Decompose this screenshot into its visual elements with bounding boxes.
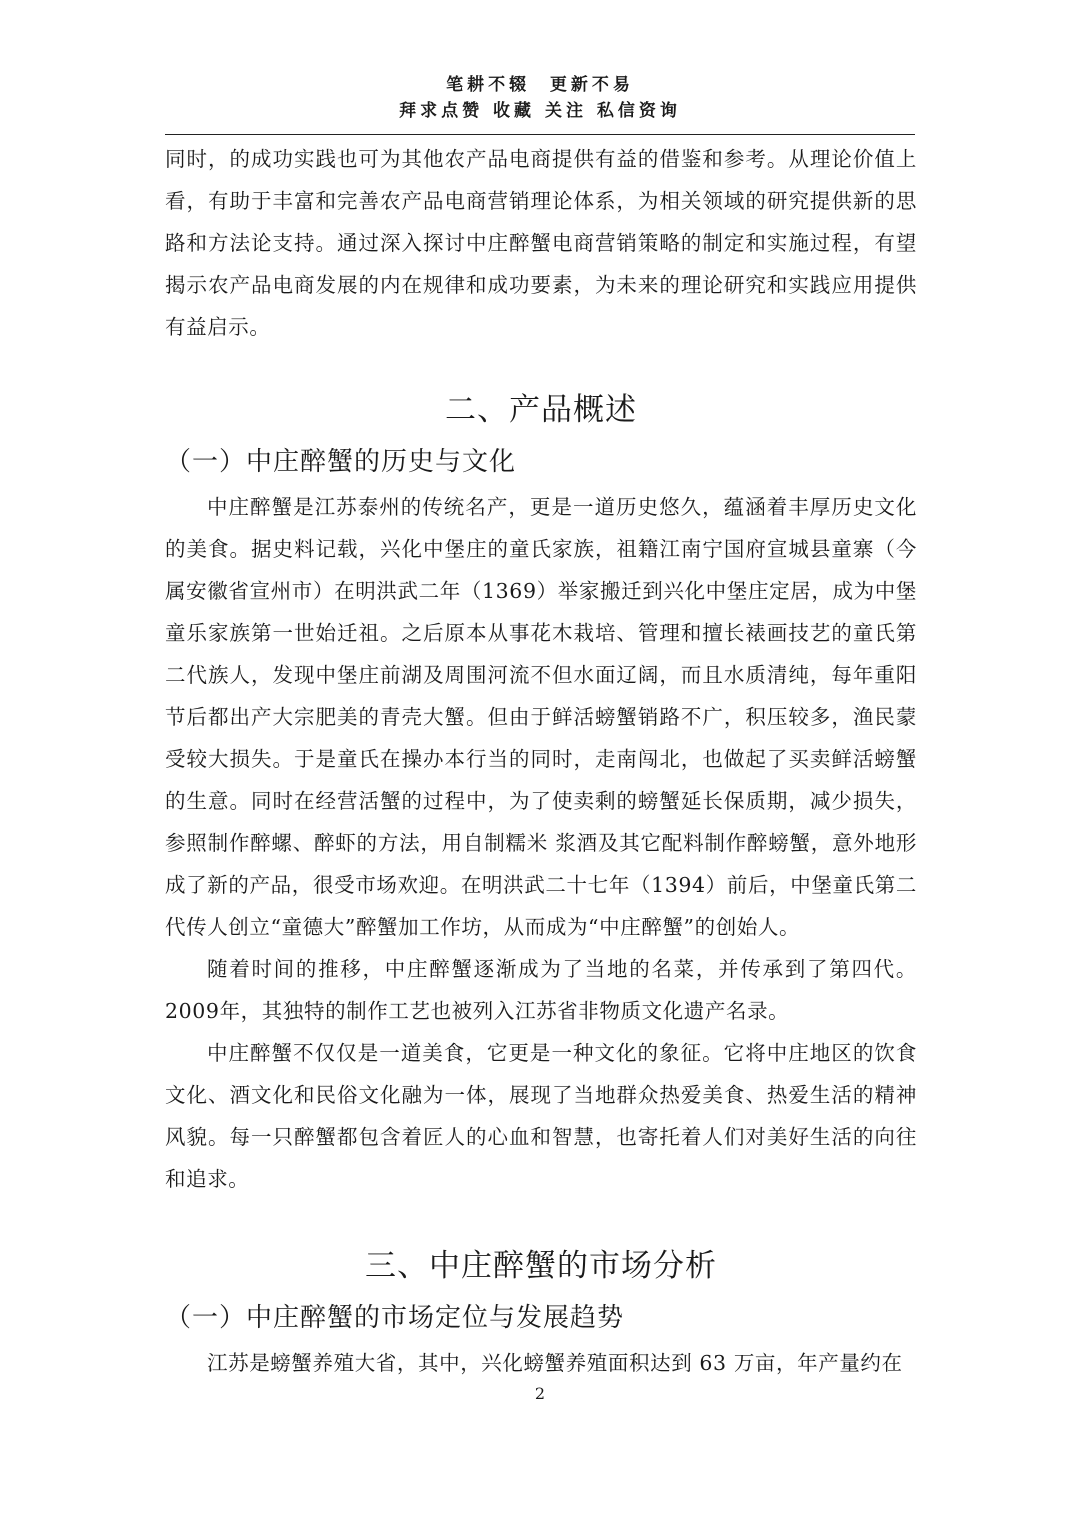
page-header [165, 72, 915, 124]
document-body [165, 138, 917, 1384]
section-2-1-paragraph-1: 中庄醉蟹是江苏泰州的传统名产，更是一道历史悠久，蕴涵着丰厚历史文化的美食。据史料记载，兴化中堡庄的童氏家族，祖籍江南宁国府宣城县童寨（今属安徽省宣州市）在明洪武二年（1369）举家搬迁到兴化中堡庄定居，成为中堡童乐家族第一世始迁祖。之后原本从事花木栽培、管理和擅长裱画技艺的童氏第二代族人，发现中堡庄前湖及周围河流不但水面辽阔，而且水质清纯，每年重阳节后都出产大宗肥美的青壳大蟹。但由于鲜活螃蟹销路不广，积压较多，渔民蒙受较大损失。于是童氏在操办本行当的同时，走南闯北，也做起了买卖鲜活螃蟹的生意。同时在经营活蟹的过程中，为了使卖剩的螃蟹延长保质期，减少损失，参照制作醉螺、醉虾的方法，用自制糯米 浆酒及其它配料制作醉螃蟹，意外地形成了新的产品，很受市场欢迎。在明洪武二十七年（1394）前后，中堡童氏第二代传人创立“童德大”醉蟹加工作坊，从而成为“中庄醉蟹”的创始人。 [165, 495, 917, 939]
header-divider [165, 134, 915, 135]
section-2-1-paragraph-2: 随着时间的推移，中庄醉蟹逐渐成为了当地的名菜，并传承到了第四代。2009年，其独特的制作工艺也被列入江苏省非物质文化遗产名录。 [165, 957, 917, 1023]
section-2-1-paragraph-3: 中庄醉蟹不仅仅是一道美食，它更是一种文化的象征。它将中庄地区的饮食文化、酒文化和民俗文化融为一体，展现了当地群众热爱美食、热爱生活的精神风貌。每一只醉蟹都包含着匠人的心血和智慧，也寄托着人们对美好生活的向往和追求。 [165, 1041, 917, 1191]
section-3-title: 三、中庄醉蟹的市场分析 [365, 1248, 717, 1284]
page-number: 2 [534, 1384, 546, 1403]
header-slogan-line2: 拜求点赞 收藏 关注 私信资询 [399, 101, 681, 121]
section-3-1-paragraph-1: 江苏是螃蟹养殖大省，其中，兴化螃蟹养殖面积达到 63 万亩，年产量约在 [207, 1351, 903, 1375]
section-2-1-title: （一）中庄醉蟹的历史与文化 [165, 447, 517, 477]
header-slogan-line1: 笔耕不辍 更新不易 [446, 75, 634, 95]
section-3-1-title: （一）中庄醉蟹的市场定位与发展趋势 [165, 1303, 625, 1333]
intro-paragraph: 同时，的成功实践也可为其他农产品电商提供有益的借鉴和参考。从理论价值上看，有助于丰富和完善农产品电商营销理论体系，为相关领域的研究提供新的思路和方法论支持。通过深入探讨中庄醉蟹电商营销策略的制定和实施过程，有望揭示农产品电商发展的内在规律和成功要素，为未来的理论研究和实践应用提供有益启示。 [165, 147, 917, 339]
section-2-title: 二、产品概述 [445, 392, 637, 428]
